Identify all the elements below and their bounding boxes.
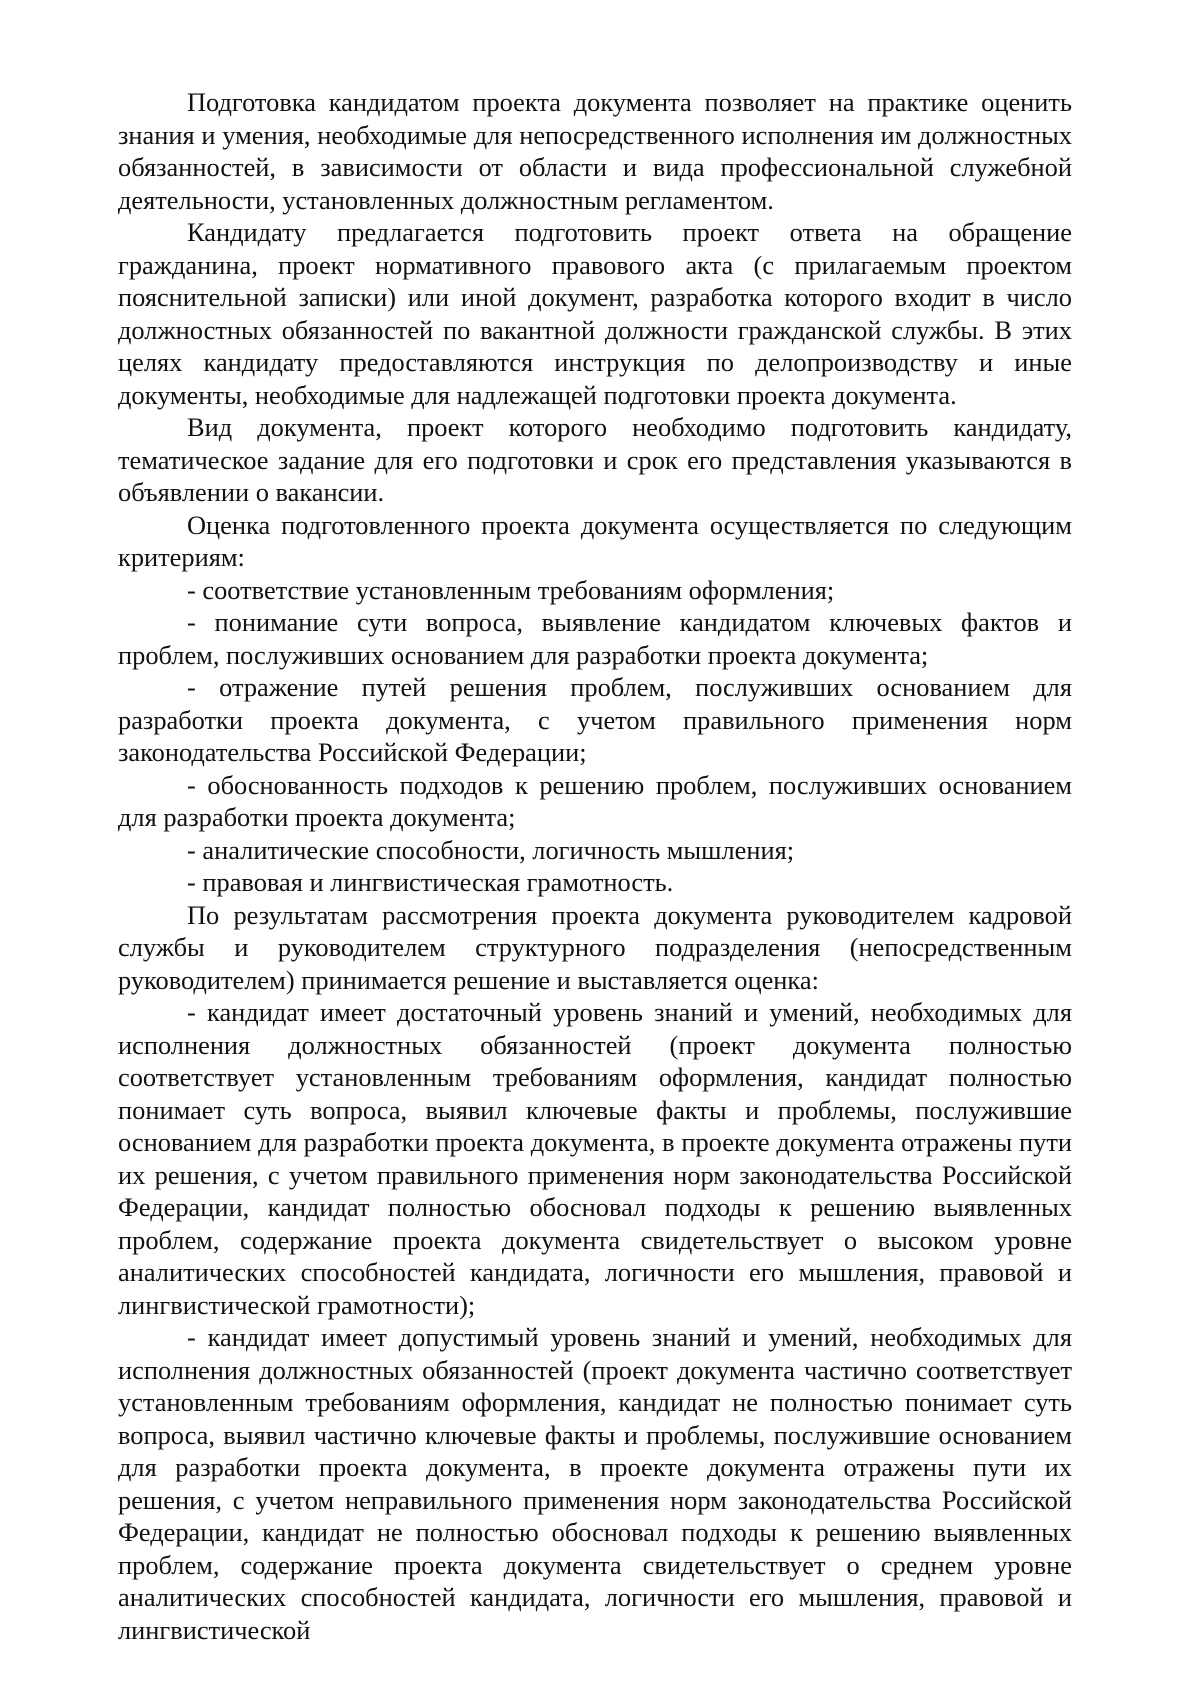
paragraph-document-preparation: Подготовка кандидатом проекта документа позволяет на практике оценить знания и умения, необходимые для непосредственного исполнения им должностных обязанностей, в зависимости от области и вида профессиональной служебной деятельности, установленных должностным регламентом.: [118, 87, 1072, 215]
evaluation-acceptable-level: - кандидат имеет допустимый уровень знаний и умений, необходимых для исполнения должностных обязанностей (проект документа частично соответствует установленным требованиям оформления, кандидат не полностью понимает суть вопроса, выявил частично ключевые факты и проблемы, послужившие основанием для разработки проекта документа, в проекте документа отражены пути их решения, с учетом неправильного применения норм законодательства Российской Федерации, кандидат не полностью обосновал подходы к решению выявленных проблем, содержание проекта документа свидетельствует о среднем уровне аналитических способностей кандидата, логичности его мышления, правовой и лингвистической: [118, 1322, 1072, 1645]
criterion-understanding: - понимание сути вопроса, выявление кандидатом ключевых фактов и проблем, послуживших основанием для разработки проекта документа;: [118, 607, 1072, 670]
criterion-literacy: - правовая и лингвистическая грамотность.: [187, 867, 674, 897]
criterion-justification: - обоснованность подходов к решению проблем, послуживших основанием для разработки проекта документа;: [118, 769, 1072, 832]
paragraph-vacancy-announcement: Вид документа, проект которого необходимо подготовить кандидату, тематическое задание для его подготовки и срок его представления указываются в объявлении о вакансии.: [118, 412, 1072, 507]
criterion-solutions: - отражение путей решения проблем, послуживших основанием для разработки проекта документа, с учетом правильного применения норм законодательства Российской Федерации;: [118, 672, 1072, 767]
evaluation-sufficient-level: - кандидат имеет достаточный уровень знаний и умений, необходимых для исполнения должностных обязанностей (проект документа полностью соответствует установленным требованиям оформления, кандидат полностью понимает суть вопроса, выявил ключевые факты и проблемы, послужившие основанием для разработки проекта документа, в проекте документа отражены пути их решения, с учетом правильного применения норм законодательства Российской Федерации, кандидат полностью обосновал подходы к решению выявленных проблем, содержание проекта документа свидетельствует о высоком уровне аналитических способностей кандидата, логичности его мышления, правовой и лингвистической грамотности);: [118, 997, 1072, 1320]
document-body: [118, 86, 1072, 1646]
criterion-formatting: - соответствие установленным требованиям оформления;: [187, 574, 835, 605]
paragraph-task-description: Кандидату предлагается подготовить проект ответа на обращение гражданина, проект нормативного правового акта (с прилагаемым проектом пояснительной записки) или иной документ, разработка которого входит в число должностных обязанностей по вакантной должности гражданской службы. В этих целях кандидату предоставляются инструкция по делопроизводству и иные документы, необходимые для надлежащей подготовки проекта документа.: [118, 217, 1072, 410]
criterion-analytical: - аналитические способности, логичность мышления;: [187, 834, 795, 865]
paragraph-criteria-intro: Оценка подготовленного проекта документа осуществляется по следующим критериям:: [118, 509, 1072, 572]
paragraph-evaluation-decision: По результатам рассмотрения проекта документа руководителем кадровой службы и руководителем структурного подразделения (непосредственным руководителем) принимается решение и выставляется оценка:: [118, 899, 1072, 995]
